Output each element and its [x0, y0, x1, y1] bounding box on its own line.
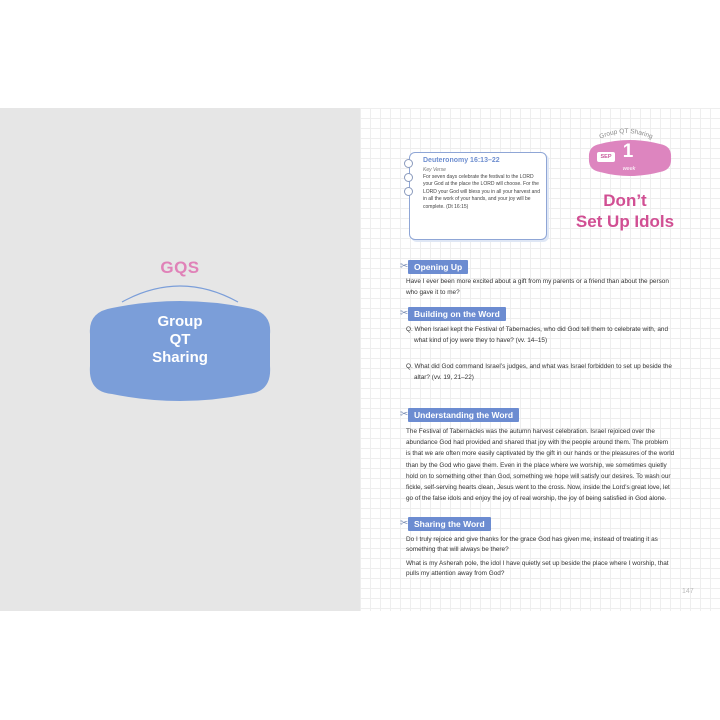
scissors-icon: ✂: [400, 308, 409, 319]
text-line: Have I ever been more excited about a gift from my parents or a friend than about the person: [406, 278, 669, 285]
question-1: [406, 324, 696, 346]
key-verse-card: [409, 152, 547, 240]
svg-text:Group QT Sharing: [598, 128, 654, 141]
opening-text: [406, 276, 696, 298]
text-line: is that we are often more easily captivated by the gift in our hands or the pleasures of the world: [406, 450, 675, 458]
text-line: abundance God had provided and shared that joy with the people around them. The problem: [406, 439, 669, 447]
month-tag: SEP: [597, 152, 615, 162]
text-line: altar? (vv. 19, 21–22): [414, 374, 474, 382]
text-line: fickle, self-serving hearts clean, Jesus went to the cross. Now, inside the Lord’s great love, let: [406, 484, 670, 492]
curved-label-text: Group QT Sharing: [598, 127, 654, 141]
text-line: than by the God who gave them. Even in the place where we worship, we sometimes quietly: [406, 461, 667, 469]
binder-ring-icon: [404, 187, 413, 196]
gqs-label: [82, 313, 278, 367]
text-line: hold on to something other than God, something we hope will satisfy our desires. To wash our: [406, 472, 671, 480]
week-number: 1: [622, 141, 634, 162]
right-page: [360, 108, 720, 611]
text-line: The Festival of Tabernacles was the autumn harvest celebration. Israel rejoiced over the: [406, 428, 655, 435]
text-line: who gave it to me?: [406, 289, 460, 297]
text-line: go of the false idols and enjoy the joy of real worship, the joy of being satisfied in God alone.: [406, 495, 667, 503]
title-line: Set Up Idols: [575, 212, 675, 231]
section-title: Sharing the Word: [408, 517, 491, 531]
understanding-text: [406, 426, 696, 504]
scissors-icon: ✂: [400, 409, 409, 420]
page-number: 147: [682, 588, 694, 595]
section-title: Understanding the Word: [408, 408, 519, 422]
title-line: Don’t: [603, 191, 647, 210]
gqs-label-line: Group: [157, 313, 203, 330]
text-line: something that will always be there?: [406, 545, 509, 553]
sharing-question-2: [406, 559, 696, 578]
sharing-question-1: [406, 535, 696, 554]
left-page: [0, 108, 360, 611]
verse-reference: Deuteronomy 16:13–22: [423, 157, 500, 164]
week-unit: week: [622, 166, 636, 172]
section-title: Building on the Word: [408, 307, 506, 321]
binder-ring-icon: [404, 173, 413, 182]
gqs-code: GQS: [160, 258, 200, 277]
page-title: [565, 190, 685, 232]
gqs-label-line: QT: [169, 331, 191, 348]
text-line: Q. What did God command Israel’s judges, and what was Israel forbidden to set up beside the: [406, 363, 672, 370]
text-line: What is my Asherah pole, the idol I have quietly set up beside the place where I worship, that: [406, 560, 669, 567]
text-line: pulls my attention away from God?: [406, 569, 505, 577]
gqs-label-line: Sharing: [152, 349, 208, 366]
text-line: what kind of joy were they to have? (vv. 14–15): [414, 337, 548, 345]
key-verse-text: For seven days celebrate the festival to the LORD your God at the place the LORD will choose. For the LORD your God will bless you in all your harvest and in all the work of your hands, and your joy will be complete. (Dt 16:15): [423, 174, 540, 210]
key-verse-label: Key Verse: [423, 167, 446, 173]
section-title: Opening Up: [408, 260, 468, 274]
scissors-icon: ✂: [400, 518, 409, 529]
question-2: [406, 361, 696, 383]
text-line: Do I truly rejoice and give thanks for the grace God has given me, instead of treating it as: [406, 536, 658, 543]
scissors-icon: ✂: [400, 261, 409, 272]
text-line: Q. When Israel kept the Festival of Tabernacles, who did God tell them to celebrate with, and: [406, 326, 669, 333]
binder-ring-icon: [404, 159, 413, 168]
